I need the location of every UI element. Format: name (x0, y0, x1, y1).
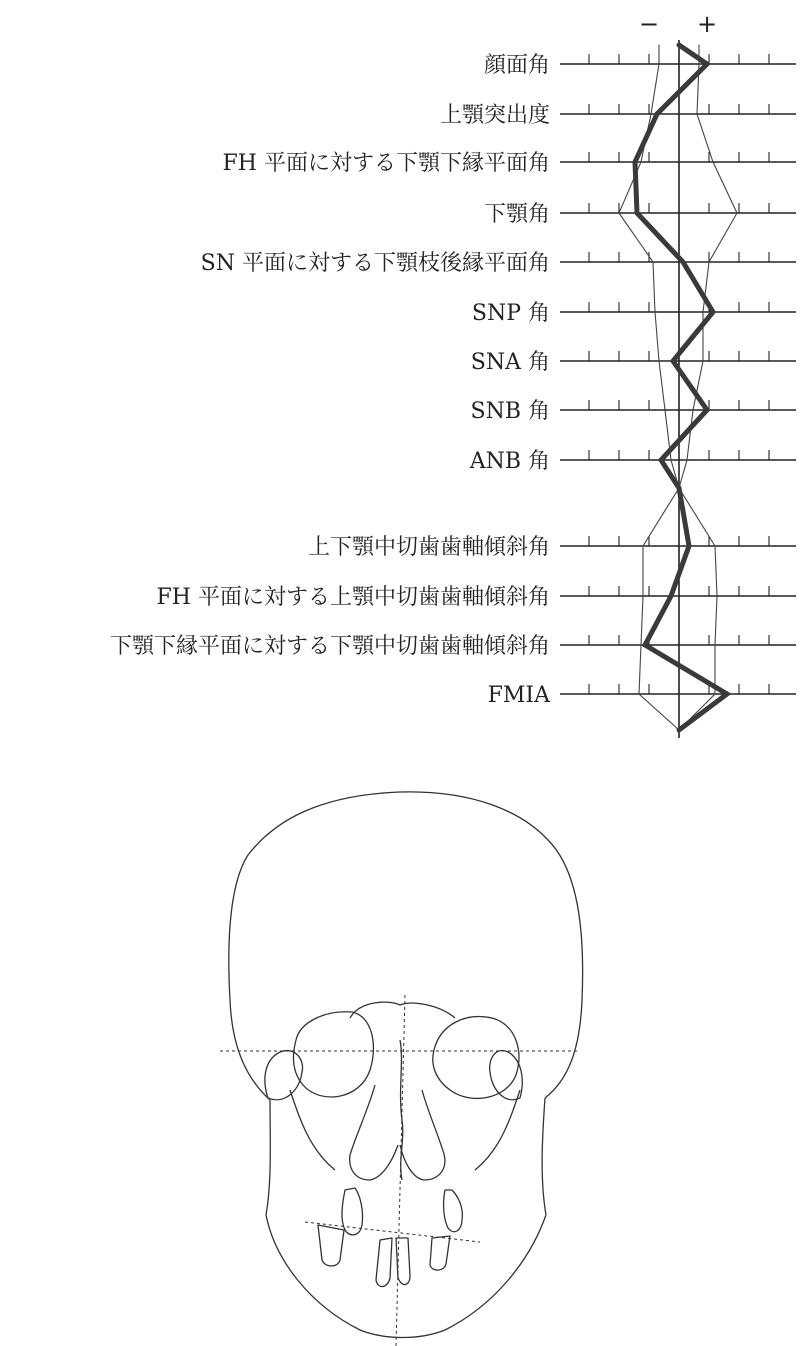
row-label: SNP 角 (471, 301, 550, 326)
frontal-contour (350, 1002, 455, 1018)
zygomatic-right (490, 1051, 523, 1100)
row-label: 上下顎中切歯歯軸傾斜角 (307, 535, 550, 560)
face-contour (266, 1098, 546, 1338)
patient-profile-line (635, 45, 727, 730)
orbit-left (294, 1012, 374, 1097)
norm-plus-sd-line (679, 45, 737, 730)
cheek-line-right (475, 1090, 520, 1170)
tooth-central-left (376, 1238, 392, 1287)
plus-legend-label: + (696, 10, 718, 38)
cheek-line-left (290, 1090, 335, 1170)
tooth-right-canine (430, 1236, 450, 1270)
row-label: 顔面角 (483, 53, 550, 78)
orbit-right (433, 1017, 519, 1099)
norm-minus-sd-line (619, 45, 679, 730)
cranium-outline (229, 792, 583, 1100)
skull-frontal-illustration (0, 760, 811, 1346)
nasal-cavity (350, 1085, 445, 1180)
row-label: SN 平面に対する下顎枝後縁平面角 (200, 251, 550, 276)
tooth-left-canine (318, 1225, 344, 1266)
row-label: FMIA (487, 683, 550, 708)
row-label: SNA 角 (470, 350, 550, 375)
row-label: FH 平面に対する下顎下縁平面角 (222, 151, 550, 176)
row-label: SNB 角 (470, 399, 550, 424)
row-label: ANB 角 (469, 449, 550, 474)
row-label: FH 平面に対する上顎中切歯歯軸傾斜角 (156, 585, 550, 610)
row-label: 上顎突出度 (439, 103, 550, 128)
row-label: 下顎下縁平面に対する下顎中切歯歯軸傾斜角 (109, 634, 550, 659)
tooth-right-lateral (444, 1190, 463, 1232)
row-label: 下顎角 (483, 202, 550, 227)
minus-legend-label: − (638, 10, 660, 38)
